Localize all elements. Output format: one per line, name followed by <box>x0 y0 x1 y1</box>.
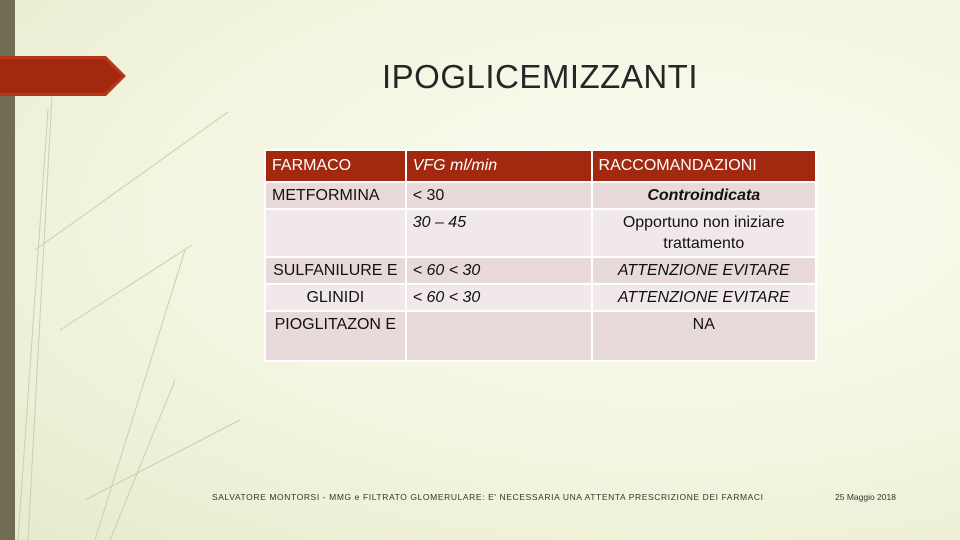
table-header-row <box>265 150 816 182</box>
vfg-cell <box>406 311 592 361</box>
drug-cell <box>265 209 406 257</box>
page-title: IPOGLICEMIZZANTI <box>381 58 699 95</box>
header-farmaco: FARMACO <box>265 150 406 182</box>
vfg-cell: < 30 <box>406 182 592 209</box>
title-arrow-marker <box>0 56 126 96</box>
vfg-cell: < 60 < 30 <box>406 284 592 311</box>
vfg-cell: < 60 < 30 <box>406 257 592 284</box>
recommendation-cell: ATTENZIONE EVITARE <box>592 284 816 311</box>
table-row <box>265 257 816 284</box>
header-vfg-unit: ml/min <box>450 157 498 174</box>
table-row <box>265 311 816 361</box>
recommendation-cell: Controindicata <box>592 182 816 209</box>
recommendation-cell: NA <box>592 311 816 361</box>
drug-table <box>264 149 817 362</box>
vfg-cell: 30 – 45 <box>406 209 592 257</box>
recommendation-cell: Opportuno non iniziare trattamento <box>592 209 816 257</box>
drug-cell: PIOGLITAZON E <box>265 311 406 361</box>
footer-text: SALVATORE MONTORSI - MMG e FILTRATO GLOMERULARE: E' NECESSARIA UNA ATTENTA PRESCRIZIONE DEI FARMACI <box>212 492 764 502</box>
table-row <box>265 209 816 257</box>
table-row <box>265 284 816 311</box>
drug-cell: SULFANILURE E <box>265 257 406 284</box>
drug-cell: GLINIDI <box>265 284 406 311</box>
table-row <box>265 182 816 209</box>
header-raccomandazioni: RACCOMANDAZIONI <box>592 150 816 182</box>
header-vfg: VFG ml/min <box>406 150 592 182</box>
footer-date: 25 Maggio 2018 <box>835 492 896 502</box>
recommendation-cell: ATTENZIONE EVITARE <box>592 257 816 284</box>
drug-cell: METFORMINA <box>265 182 406 209</box>
